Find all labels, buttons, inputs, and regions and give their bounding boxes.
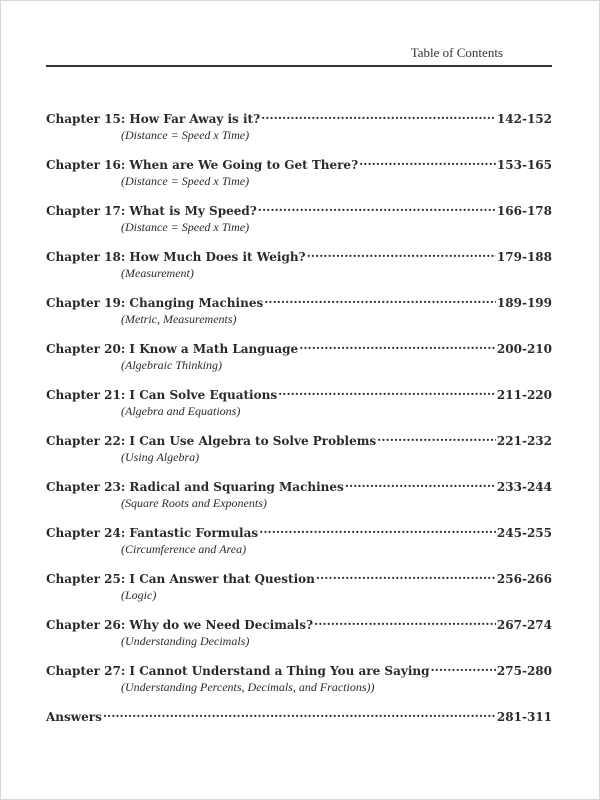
toc-entry (46, 337, 552, 383)
toc-entry-title: Chapter 19: Changing Machines (46, 296, 264, 310)
dot-leader (314, 613, 496, 629)
dot-leader (359, 153, 496, 169)
dot-leader (258, 199, 496, 215)
dot-leader (299, 337, 496, 353)
dot-leader (103, 705, 496, 721)
toc-entry-pages: 153-165 (496, 158, 552, 172)
toc-entry-subtitle: (Square Roots and Exponents) (121, 496, 267, 510)
toc-entry-pages: 142-152 (496, 112, 552, 126)
toc-entry-pages: 166-178 (496, 204, 552, 218)
toc-entry-line (46, 107, 552, 127)
toc-entry-line (46, 705, 552, 725)
toc-entry-line (46, 567, 552, 587)
toc-entry-pages: 281-311 (496, 710, 552, 724)
toc-entry-line (46, 659, 552, 679)
toc-entry (46, 567, 552, 613)
toc-entry-title: Chapter 22: I Can Use Algebra to Solve Problems (46, 434, 377, 448)
toc-entry-line (46, 475, 552, 495)
toc-entry-subtitle: (Algebraic Thinking) (121, 358, 222, 372)
toc-entry-title: Answers (46, 710, 102, 724)
toc-entry (46, 291, 552, 337)
toc-entry (46, 659, 552, 705)
toc-entry-title: Chapter 23: Radical and Squaring Machines (46, 480, 344, 494)
toc-entry-pages: 267-274 (496, 618, 552, 632)
toc-entry-pages: 256-266 (496, 572, 552, 586)
toc-entry-title: Chapter 25: I Can Answer that Question (46, 572, 315, 586)
toc-entry (46, 475, 552, 521)
toc-entry-line (46, 429, 552, 449)
toc-entry-subtitle: (Algebra and Equations) (121, 404, 241, 418)
toc-entry-title: Chapter 17: What is My Speed? (46, 204, 257, 218)
toc-entry-subtitle: (Measurement) (121, 266, 194, 280)
toc-entry-pages: 275-280 (496, 664, 552, 678)
table-of-contents (46, 107, 552, 751)
page-header-title: Table of Contents (410, 45, 503, 60)
toc-entry-line (46, 613, 552, 633)
toc-entry-subtitle: (Understanding Percents, Decimals, and Fractions)) (121, 680, 375, 694)
dot-leader (316, 567, 496, 583)
toc-entry-pages: 200-210 (496, 342, 552, 356)
toc-entry (46, 199, 552, 245)
dot-leader (259, 521, 496, 537)
toc-entry-title: Chapter 18: How Much Does it Weigh? (46, 250, 306, 264)
toc-entry-subtitle: (Distance = Speed x Time) (121, 174, 250, 188)
toc-entry-pages: 179-188 (496, 250, 552, 264)
dot-leader (345, 475, 496, 491)
toc-entry-title: Chapter 21: I Can Solve Equations (46, 388, 278, 402)
toc-entry-subtitle: (Distance = Speed x Time) (121, 128, 250, 142)
toc-entry-line (46, 521, 552, 541)
toc-entry (46, 383, 552, 429)
toc-entry-line (46, 153, 552, 173)
toc-entry-title: Chapter 24: Fantastic Formulas (46, 526, 259, 540)
toc-entry-line (46, 383, 552, 403)
toc-entry (46, 521, 552, 567)
toc-entry (46, 245, 552, 291)
dot-leader (307, 245, 496, 261)
toc-entry-title: Chapter 16: When are We Going to Get There? (46, 158, 359, 172)
toc-entry-pages: 211-220 (496, 388, 552, 402)
dot-leader (431, 659, 496, 675)
toc-entry (46, 107, 552, 153)
toc-entry-title: Chapter 26: Why do we Need Decimals? (46, 618, 314, 632)
toc-entry (46, 705, 552, 751)
toc-entry-line (46, 245, 552, 265)
toc-entry-subtitle: (Understanding Decimals) (121, 634, 250, 648)
toc-entry-subtitle: (Metric, Measurements) (121, 312, 237, 326)
dot-leader (377, 429, 496, 445)
toc-entry-title: Chapter 20: I Know a Math Language (46, 342, 299, 356)
toc-entry-line (46, 199, 552, 219)
toc-entry-line (46, 291, 552, 311)
toc-entry-pages: 221-232 (496, 434, 552, 448)
toc-entry-subtitle: (Circumference and Area) (121, 542, 247, 556)
toc-entry (46, 613, 552, 659)
toc-entry-pages: 189-199 (496, 296, 552, 310)
toc-entry-title: Chapter 27: I Cannot Understand a Thing You are Saying (46, 664, 430, 678)
toc-entry-pages: 245-255 (496, 526, 552, 540)
toc-entry-subtitle: (Logic) (121, 588, 157, 602)
toc-entry-subtitle: (Using Algebra) (121, 450, 200, 464)
toc-entry (46, 153, 552, 199)
dot-leader (264, 291, 496, 307)
toc-entry-title: Chapter 15: How Far Away is it? (46, 112, 261, 126)
dot-leader (278, 383, 496, 399)
toc-entry-subtitle: (Distance = Speed x Time) (121, 220, 250, 234)
toc-entry-pages: 233-244 (496, 480, 552, 494)
toc-entry (46, 429, 552, 475)
header-divider (46, 65, 552, 67)
dot-leader (261, 107, 496, 123)
toc-entry-line (46, 337, 552, 357)
